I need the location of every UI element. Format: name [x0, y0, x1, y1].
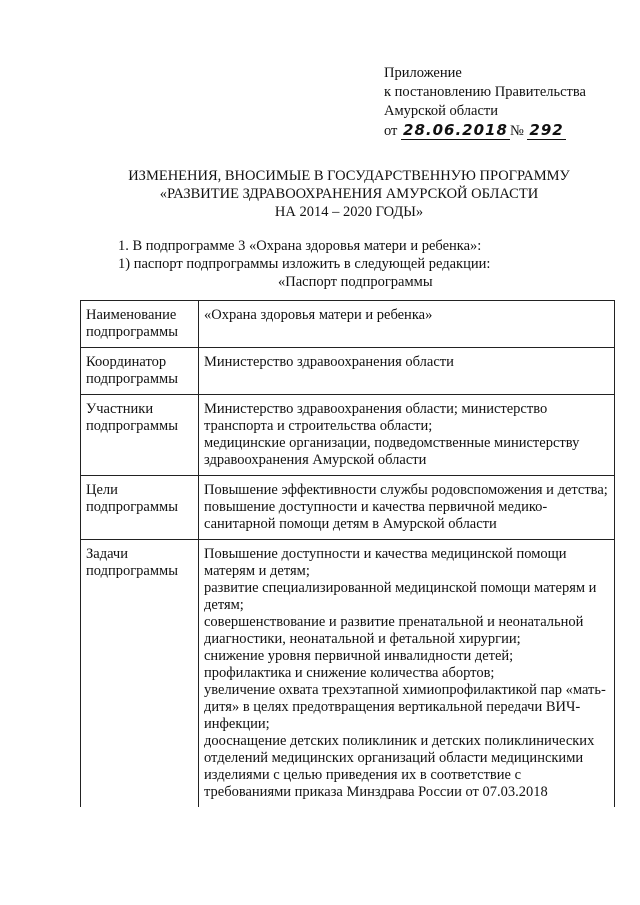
- content-line: снижение уровня первичной инвалидности детей;: [204, 648, 514, 664]
- content-line: Повышение доступности и качества медицинской помощи матерям и детям;: [204, 546, 567, 579]
- intro-line: 1) паспорт подпрограммы изложить в следующей редакции:: [118, 256, 491, 272]
- handwritten-number: 292: [529, 121, 564, 139]
- table-row: [81, 395, 615, 476]
- content-line: совершенствование и развитие пренатальной и неонатальной диагностики, неонатальной и фетальной хирургии;: [204, 614, 584, 647]
- row-label: Цели подпрограммы: [81, 476, 199, 540]
- table-row: [81, 301, 615, 348]
- title-line: ИЗМЕНЕНИЯ, ВНОСИМЫЕ В ГОСУДАРСТВЕННУЮ ПРОГРАММУ: [128, 168, 570, 184]
- row-content: [199, 348, 615, 395]
- content-line: профилактика и снижение количества абортов;: [204, 665, 495, 681]
- row-content: [199, 395, 615, 476]
- content-line: развитие специализированной медицинской помощи матерям и детям;: [204, 580, 597, 613]
- handwritten-date: 28.06.2018: [403, 121, 508, 139]
- row-label: Участники подпрограммы: [81, 395, 199, 476]
- row-label: Задачи подпрограммы: [81, 540, 199, 808]
- table-row: [81, 540, 615, 808]
- title-line: НА 2014 – 2020 ГОДЫ»: [274, 204, 424, 220]
- document-title: [0, 167, 640, 221]
- row-content: [199, 301, 615, 348]
- row-label: Координатор подпрограммы: [81, 348, 199, 395]
- intro-line: 1. В подпрограмме 3 «Охрана здоровья матери и ребенка»:: [118, 238, 482, 254]
- appendix-block: [384, 64, 586, 141]
- appendix-date-number: [384, 121, 586, 141]
- table-row: [81, 348, 615, 395]
- passport-table: [80, 300, 615, 807]
- appendix-line: Амурской области: [384, 103, 498, 119]
- content-line: увеличение охвата трехэтапной химиопрофилактикой пар «мать-дитя» в целях предотвращения вертикальной передачи ВИЧ-инфекции;: [204, 682, 606, 732]
- row-content: [199, 476, 615, 540]
- content-line: дооснащение детских поликлиник и детских поликлинических отделений медицинских организаций области медицинскими изделиями с целью приведения их в соответствие с требованиями приказа Минздрава России от 07.03.2018: [204, 733, 595, 800]
- appendix-line: Приложение: [384, 65, 462, 81]
- intro-text: [118, 237, 490, 291]
- content-line: повышение доступности и качества первичной медико-санитарной помощи детям в Амурской области: [204, 499, 548, 532]
- content-line: Министерство здравоохранения области; министерство транспорта и строительства области;: [204, 401, 548, 434]
- title-line: «РАЗВИТИЕ ЗДРАВООХРАНЕНИЯ АМУРСКОЙ ОБЛАСТИ: [159, 186, 539, 202]
- passport-heading: «Паспорт подпрограммы: [278, 274, 433, 290]
- row-label: Наименование подпрограммы: [81, 301, 199, 348]
- content-line: «Охрана здоровья матери и ребенка»: [204, 307, 433, 323]
- content-line: Повышение эффективности службы родовспоможения и детства;: [204, 482, 608, 498]
- content-line: медицинские организации, подведомственные министерству здравоохранения Амурской области: [204, 435, 580, 468]
- content-line: Министерство здравоохранения области: [204, 354, 454, 370]
- appendix-line: к постановлению Правительства: [384, 84, 586, 100]
- row-content: [199, 540, 615, 808]
- table-row: [81, 476, 615, 540]
- date-prefix: от: [384, 123, 398, 139]
- number-sign: №: [509, 123, 524, 139]
